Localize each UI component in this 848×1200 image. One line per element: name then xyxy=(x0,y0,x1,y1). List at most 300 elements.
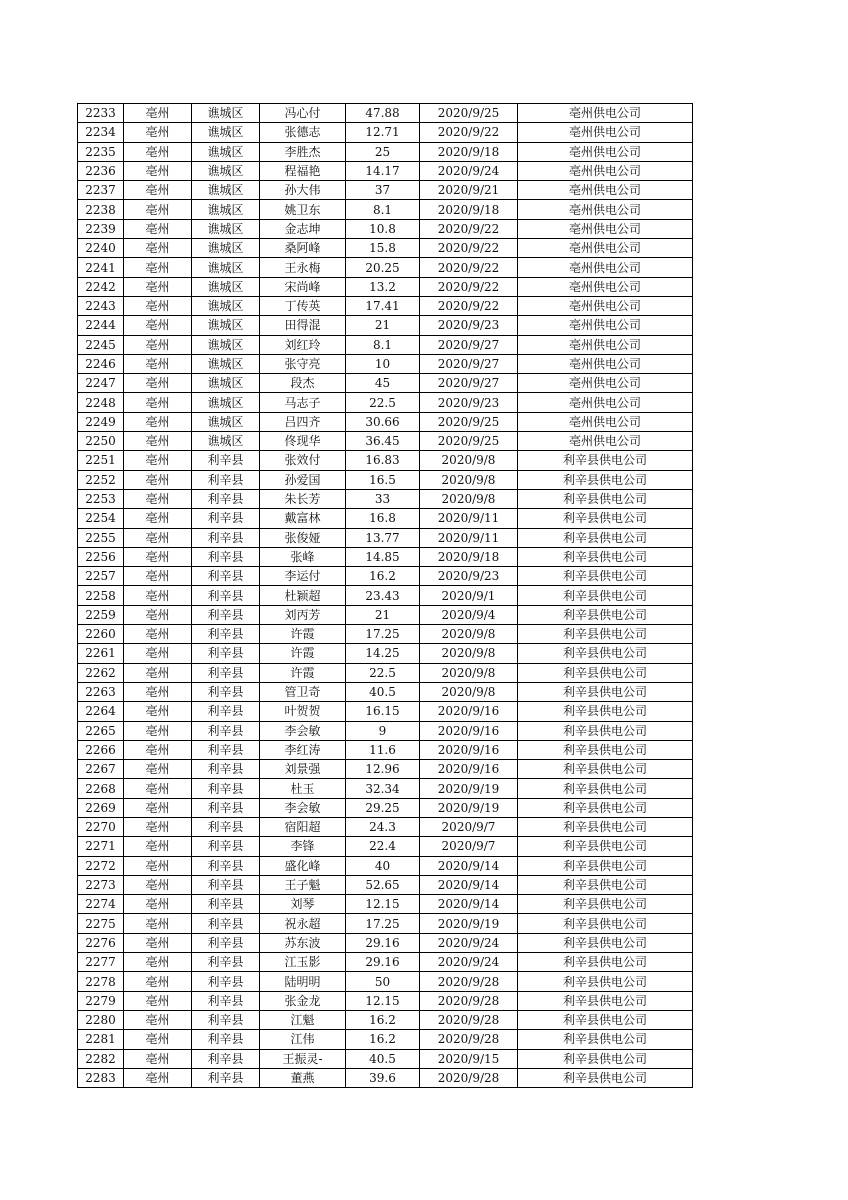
city-cell: 亳州 xyxy=(124,837,192,856)
row-number-cell: 2238 xyxy=(78,200,124,219)
company-cell: 利辛县供电公司 xyxy=(518,856,693,875)
amount-cell: 21 xyxy=(346,316,420,335)
table-row xyxy=(78,953,693,972)
amount-cell: 29.16 xyxy=(346,953,420,972)
amount-cell: 25 xyxy=(346,142,420,161)
city-cell: 亳州 xyxy=(124,547,192,566)
table-row xyxy=(78,586,693,605)
table-row xyxy=(78,933,693,952)
table-row xyxy=(78,277,693,296)
district-cell: 利辛县 xyxy=(192,972,260,991)
name-cell: 吕四齐 xyxy=(260,412,346,431)
date-cell: 2020/9/28 xyxy=(420,1068,518,1087)
amount-cell: 15.8 xyxy=(346,239,420,258)
date-cell: 2020/9/8 xyxy=(420,489,518,508)
date-cell: 2020/9/23 xyxy=(420,567,518,586)
name-cell: 金志坤 xyxy=(260,219,346,238)
table-row xyxy=(78,798,693,817)
district-cell: 谯城区 xyxy=(192,432,260,451)
date-cell: 2020/9/28 xyxy=(420,1030,518,1049)
table-row xyxy=(78,1068,693,1087)
amount-cell: 22.5 xyxy=(346,393,420,412)
date-cell: 2020/9/25 xyxy=(420,432,518,451)
district-cell: 谯城区 xyxy=(192,354,260,373)
date-cell: 2020/9/19 xyxy=(420,779,518,798)
date-cell: 2020/9/16 xyxy=(420,740,518,759)
table-row xyxy=(78,123,693,142)
company-cell: 利辛县供电公司 xyxy=(518,817,693,836)
name-cell: 朱长芳 xyxy=(260,489,346,508)
table-row xyxy=(78,721,693,740)
city-cell: 亳州 xyxy=(124,181,192,200)
district-cell: 谯城区 xyxy=(192,393,260,412)
name-cell: 张德志 xyxy=(260,123,346,142)
name-cell: 管卫奇 xyxy=(260,682,346,701)
row-number-cell: 2251 xyxy=(78,451,124,470)
table-row xyxy=(78,702,693,721)
date-cell: 2020/9/14 xyxy=(420,875,518,894)
city-cell: 亳州 xyxy=(124,296,192,315)
city-cell: 亳州 xyxy=(124,721,192,740)
amount-cell: 23.43 xyxy=(346,586,420,605)
date-cell: 2020/9/8 xyxy=(420,470,518,489)
city-cell: 亳州 xyxy=(124,335,192,354)
row-number-cell: 2282 xyxy=(78,1049,124,1068)
district-cell: 谯城区 xyxy=(192,374,260,393)
date-cell: 2020/9/24 xyxy=(420,953,518,972)
city-cell: 亳州 xyxy=(124,470,192,489)
row-number-cell: 2277 xyxy=(78,953,124,972)
city-cell: 亳州 xyxy=(124,702,192,721)
name-cell: 段杰 xyxy=(260,374,346,393)
row-number-cell: 2242 xyxy=(78,277,124,296)
table-row xyxy=(78,296,693,315)
amount-cell: 17.25 xyxy=(346,914,420,933)
city-cell: 亳州 xyxy=(124,374,192,393)
city-cell: 亳州 xyxy=(124,393,192,412)
city-cell: 亳州 xyxy=(124,161,192,180)
district-cell: 谯城区 xyxy=(192,104,260,123)
amount-cell: 16.83 xyxy=(346,451,420,470)
district-cell: 谯城区 xyxy=(192,316,260,335)
company-cell: 亳州供电公司 xyxy=(518,374,693,393)
amount-cell: 16.2 xyxy=(346,1030,420,1049)
table-row xyxy=(78,316,693,335)
district-cell: 利辛县 xyxy=(192,451,260,470)
amount-cell: 37 xyxy=(346,181,420,200)
table-row xyxy=(78,856,693,875)
name-cell: 宋尚峰 xyxy=(260,277,346,296)
district-cell: 利辛县 xyxy=(192,547,260,566)
row-number-cell: 2262 xyxy=(78,663,124,682)
name-cell: 王子魁 xyxy=(260,875,346,894)
district-cell: 利辛县 xyxy=(192,740,260,759)
district-cell: 利辛县 xyxy=(192,953,260,972)
district-cell: 利辛县 xyxy=(192,1049,260,1068)
district-cell: 谯城区 xyxy=(192,296,260,315)
date-cell: 2020/9/15 xyxy=(420,1049,518,1068)
amount-cell: 16.15 xyxy=(346,702,420,721)
row-number-cell: 2246 xyxy=(78,354,124,373)
row-number-cell: 2274 xyxy=(78,895,124,914)
district-cell: 谯城区 xyxy=(192,335,260,354)
name-cell: 江魁 xyxy=(260,1010,346,1029)
company-cell: 利辛县供电公司 xyxy=(518,451,693,470)
company-cell: 利辛县供电公司 xyxy=(518,1010,693,1029)
table-row xyxy=(78,740,693,759)
district-cell: 利辛县 xyxy=(192,933,260,952)
date-cell: 2020/9/16 xyxy=(420,702,518,721)
name-cell: 李红涛 xyxy=(260,740,346,759)
city-cell: 亳州 xyxy=(124,258,192,277)
district-cell: 利辛县 xyxy=(192,721,260,740)
city-cell: 亳州 xyxy=(124,605,192,624)
amount-cell: 29.25 xyxy=(346,798,420,817)
table-row xyxy=(78,451,693,470)
amount-cell: 12.15 xyxy=(346,895,420,914)
name-cell: 董燕 xyxy=(260,1068,346,1087)
date-cell: 2020/9/22 xyxy=(420,258,518,277)
district-cell: 利辛县 xyxy=(192,875,260,894)
city-cell: 亳州 xyxy=(124,663,192,682)
company-cell: 利辛县供电公司 xyxy=(518,1068,693,1087)
name-cell: 田得混 xyxy=(260,316,346,335)
amount-cell: 17.25 xyxy=(346,625,420,644)
company-cell: 亳州供电公司 xyxy=(518,258,693,277)
date-cell: 2020/9/7 xyxy=(420,817,518,836)
date-cell: 2020/9/8 xyxy=(420,451,518,470)
district-cell: 谯城区 xyxy=(192,219,260,238)
company-cell: 利辛县供电公司 xyxy=(518,740,693,759)
row-number-cell: 2253 xyxy=(78,489,124,508)
name-cell: 张守亮 xyxy=(260,354,346,373)
date-cell: 2020/9/16 xyxy=(420,721,518,740)
date-cell: 2020/9/8 xyxy=(420,663,518,682)
row-number-cell: 2261 xyxy=(78,644,124,663)
row-number-cell: 2237 xyxy=(78,181,124,200)
district-cell: 利辛县 xyxy=(192,567,260,586)
city-cell: 亳州 xyxy=(124,489,192,508)
table-row xyxy=(78,605,693,624)
date-cell: 2020/9/22 xyxy=(420,219,518,238)
name-cell: 宿阳超 xyxy=(260,817,346,836)
amount-cell: 10.8 xyxy=(346,219,420,238)
city-cell: 亳州 xyxy=(124,239,192,258)
district-cell: 利辛县 xyxy=(192,895,260,914)
name-cell: 孙爱国 xyxy=(260,470,346,489)
name-cell: 许霞 xyxy=(260,663,346,682)
amount-cell: 40.5 xyxy=(346,682,420,701)
amount-cell: 40 xyxy=(346,856,420,875)
name-cell: 李胜杰 xyxy=(260,142,346,161)
table-row xyxy=(78,567,693,586)
row-number-cell: 2272 xyxy=(78,856,124,875)
district-cell: 利辛县 xyxy=(192,509,260,528)
district-cell: 利辛县 xyxy=(192,914,260,933)
table-row xyxy=(78,972,693,991)
district-cell: 利辛县 xyxy=(192,991,260,1010)
amount-cell: 10 xyxy=(346,354,420,373)
date-cell: 2020/9/14 xyxy=(420,895,518,914)
company-cell: 利辛县供电公司 xyxy=(518,470,693,489)
name-cell: 刘红玲 xyxy=(260,335,346,354)
district-cell: 利辛县 xyxy=(192,586,260,605)
city-cell: 亳州 xyxy=(124,528,192,547)
company-cell: 利辛县供电公司 xyxy=(518,953,693,972)
date-cell: 2020/9/23 xyxy=(420,316,518,335)
date-cell: 2020/9/21 xyxy=(420,181,518,200)
district-cell: 利辛县 xyxy=(192,760,260,779)
table-row xyxy=(78,837,693,856)
row-number-cell: 2265 xyxy=(78,721,124,740)
name-cell: 李锋 xyxy=(260,837,346,856)
district-cell: 利辛县 xyxy=(192,1030,260,1049)
district-cell: 利辛县 xyxy=(192,528,260,547)
district-cell: 利辛县 xyxy=(192,682,260,701)
name-cell: 张效付 xyxy=(260,451,346,470)
name-cell: 王振灵- xyxy=(260,1049,346,1068)
amount-cell: 9 xyxy=(346,721,420,740)
row-number-cell: 2271 xyxy=(78,837,124,856)
city-cell: 亳州 xyxy=(124,142,192,161)
table-row xyxy=(78,1010,693,1029)
row-number-cell: 2267 xyxy=(78,760,124,779)
city-cell: 亳州 xyxy=(124,644,192,663)
district-cell: 利辛县 xyxy=(192,837,260,856)
row-number-cell: 2250 xyxy=(78,432,124,451)
row-number-cell: 2257 xyxy=(78,567,124,586)
amount-cell: 36.45 xyxy=(346,432,420,451)
row-number-cell: 2239 xyxy=(78,219,124,238)
date-cell: 2020/9/18 xyxy=(420,547,518,566)
table-row xyxy=(78,817,693,836)
company-cell: 亳州供电公司 xyxy=(518,335,693,354)
date-cell: 2020/9/28 xyxy=(420,972,518,991)
date-cell: 2020/9/27 xyxy=(420,335,518,354)
amount-cell: 16.5 xyxy=(346,470,420,489)
city-cell: 亳州 xyxy=(124,354,192,373)
table-row xyxy=(78,200,693,219)
district-cell: 利辛县 xyxy=(192,489,260,508)
table-row xyxy=(78,354,693,373)
date-cell: 2020/9/22 xyxy=(420,296,518,315)
city-cell: 亳州 xyxy=(124,432,192,451)
date-cell: 2020/9/19 xyxy=(420,798,518,817)
name-cell: 杜玉 xyxy=(260,779,346,798)
date-cell: 2020/9/8 xyxy=(420,644,518,663)
name-cell: 戴富林 xyxy=(260,509,346,528)
company-cell: 亳州供电公司 xyxy=(518,123,693,142)
amount-cell: 16.2 xyxy=(346,567,420,586)
amount-cell: 33 xyxy=(346,489,420,508)
company-cell: 利辛县供电公司 xyxy=(518,547,693,566)
amount-cell: 14.25 xyxy=(346,644,420,663)
district-cell: 利辛县 xyxy=(192,625,260,644)
district-cell: 谯城区 xyxy=(192,239,260,258)
row-number-cell: 2260 xyxy=(78,625,124,644)
name-cell: 盛化峰 xyxy=(260,856,346,875)
district-cell: 谯城区 xyxy=(192,161,260,180)
amount-cell: 47.88 xyxy=(346,104,420,123)
company-cell: 亳州供电公司 xyxy=(518,412,693,431)
name-cell: 刘琴 xyxy=(260,895,346,914)
amount-cell: 13.77 xyxy=(346,528,420,547)
row-number-cell: 2275 xyxy=(78,914,124,933)
date-cell: 2020/9/8 xyxy=(420,625,518,644)
row-number-cell: 2240 xyxy=(78,239,124,258)
date-cell: 2020/9/14 xyxy=(420,856,518,875)
table-row xyxy=(78,1030,693,1049)
name-cell: 苏东波 xyxy=(260,933,346,952)
amount-cell: 21 xyxy=(346,605,420,624)
row-number-cell: 2258 xyxy=(78,586,124,605)
name-cell: 张俊娅 xyxy=(260,528,346,547)
district-cell: 利辛县 xyxy=(192,644,260,663)
table-row xyxy=(78,644,693,663)
district-cell: 谯城区 xyxy=(192,123,260,142)
table-row xyxy=(78,432,693,451)
table-row xyxy=(78,335,693,354)
date-cell: 2020/9/24 xyxy=(420,933,518,952)
city-cell: 亳州 xyxy=(124,991,192,1010)
city-cell: 亳州 xyxy=(124,104,192,123)
date-cell: 2020/9/1 xyxy=(420,586,518,605)
row-number-cell: 2256 xyxy=(78,547,124,566)
date-cell: 2020/9/27 xyxy=(420,374,518,393)
amount-cell: 16.2 xyxy=(346,1010,420,1029)
company-cell: 亳州供电公司 xyxy=(518,354,693,373)
table-row xyxy=(78,258,693,277)
city-cell: 亳州 xyxy=(124,798,192,817)
row-number-cell: 2264 xyxy=(78,702,124,721)
date-cell: 2020/9/27 xyxy=(420,354,518,373)
company-cell: 利辛县供电公司 xyxy=(518,895,693,914)
amount-cell: 50 xyxy=(346,972,420,991)
amount-cell: 39.6 xyxy=(346,1068,420,1087)
district-cell: 谯城区 xyxy=(192,200,260,219)
row-number-cell: 2254 xyxy=(78,509,124,528)
name-cell: 李会敏 xyxy=(260,721,346,740)
table-row xyxy=(78,779,693,798)
company-cell: 利辛县供电公司 xyxy=(518,760,693,779)
row-number-cell: 2259 xyxy=(78,605,124,624)
table-body xyxy=(78,104,693,1088)
amount-cell: 22.5 xyxy=(346,663,420,682)
city-cell: 亳州 xyxy=(124,451,192,470)
city-cell: 亳州 xyxy=(124,586,192,605)
date-cell: 2020/9/11 xyxy=(420,509,518,528)
row-number-cell: 2234 xyxy=(78,123,124,142)
amount-cell: 52.65 xyxy=(346,875,420,894)
city-cell: 亳州 xyxy=(124,1010,192,1029)
table-row xyxy=(78,239,693,258)
row-number-cell: 2273 xyxy=(78,875,124,894)
date-cell: 2020/9/4 xyxy=(420,605,518,624)
company-cell: 利辛县供电公司 xyxy=(518,528,693,547)
row-number-cell: 2283 xyxy=(78,1068,124,1087)
row-number-cell: 2276 xyxy=(78,933,124,952)
name-cell: 丁传英 xyxy=(260,296,346,315)
date-cell: 2020/9/25 xyxy=(420,104,518,123)
table-row xyxy=(78,547,693,566)
city-cell: 亳州 xyxy=(124,817,192,836)
company-cell: 利辛县供电公司 xyxy=(518,779,693,798)
date-cell: 2020/9/8 xyxy=(420,682,518,701)
row-number-cell: 2270 xyxy=(78,817,124,836)
table-row xyxy=(78,104,693,123)
date-cell: 2020/9/11 xyxy=(420,528,518,547)
city-cell: 亳州 xyxy=(124,779,192,798)
company-cell: 利辛县供电公司 xyxy=(518,489,693,508)
row-number-cell: 2233 xyxy=(78,104,124,123)
date-cell: 2020/9/28 xyxy=(420,991,518,1010)
district-cell: 利辛县 xyxy=(192,798,260,817)
name-cell: 刘景强 xyxy=(260,760,346,779)
table-row xyxy=(78,412,693,431)
table-row xyxy=(78,374,693,393)
district-cell: 利辛县 xyxy=(192,1010,260,1029)
row-number-cell: 2236 xyxy=(78,161,124,180)
name-cell: 陆明明 xyxy=(260,972,346,991)
row-number-cell: 2245 xyxy=(78,335,124,354)
amount-cell: 24.3 xyxy=(346,817,420,836)
date-cell: 2020/9/18 xyxy=(420,142,518,161)
company-cell: 利辛县供电公司 xyxy=(518,625,693,644)
amount-cell: 8.1 xyxy=(346,200,420,219)
city-cell: 亳州 xyxy=(124,200,192,219)
date-cell: 2020/9/16 xyxy=(420,760,518,779)
table-row xyxy=(78,528,693,547)
amount-cell: 12.71 xyxy=(346,123,420,142)
table-row xyxy=(78,625,693,644)
row-number-cell: 2243 xyxy=(78,296,124,315)
company-cell: 利辛县供电公司 xyxy=(518,509,693,528)
company-cell: 亳州供电公司 xyxy=(518,239,693,258)
amount-cell: 40.5 xyxy=(346,1049,420,1068)
row-number-cell: 2247 xyxy=(78,374,124,393)
amount-cell: 20.25 xyxy=(346,258,420,277)
amount-cell: 45 xyxy=(346,374,420,393)
name-cell: 许霞 xyxy=(260,644,346,663)
table-row xyxy=(78,895,693,914)
name-cell: 桑阿峰 xyxy=(260,239,346,258)
name-cell: 孙大伟 xyxy=(260,181,346,200)
city-cell: 亳州 xyxy=(124,875,192,894)
name-cell: 江伟 xyxy=(260,1030,346,1049)
name-cell: 李运付 xyxy=(260,567,346,586)
city-cell: 亳州 xyxy=(124,625,192,644)
name-cell: 王永梅 xyxy=(260,258,346,277)
name-cell: 张金龙 xyxy=(260,991,346,1010)
row-number-cell: 2263 xyxy=(78,682,124,701)
company-cell: 亳州供电公司 xyxy=(518,296,693,315)
city-cell: 亳州 xyxy=(124,1030,192,1049)
table-row xyxy=(78,875,693,894)
name-cell: 佟现华 xyxy=(260,432,346,451)
company-cell: 亳州供电公司 xyxy=(518,277,693,296)
row-number-cell: 2280 xyxy=(78,1010,124,1029)
company-cell: 亳州供电公司 xyxy=(518,142,693,161)
district-cell: 利辛县 xyxy=(192,663,260,682)
row-number-cell: 2244 xyxy=(78,316,124,335)
company-cell: 利辛县供电公司 xyxy=(518,798,693,817)
row-number-cell: 2252 xyxy=(78,470,124,489)
city-cell: 亳州 xyxy=(124,316,192,335)
name-cell: 李会敏 xyxy=(260,798,346,817)
company-cell: 亳州供电公司 xyxy=(518,432,693,451)
amount-cell: 30.66 xyxy=(346,412,420,431)
amount-cell: 14.17 xyxy=(346,161,420,180)
